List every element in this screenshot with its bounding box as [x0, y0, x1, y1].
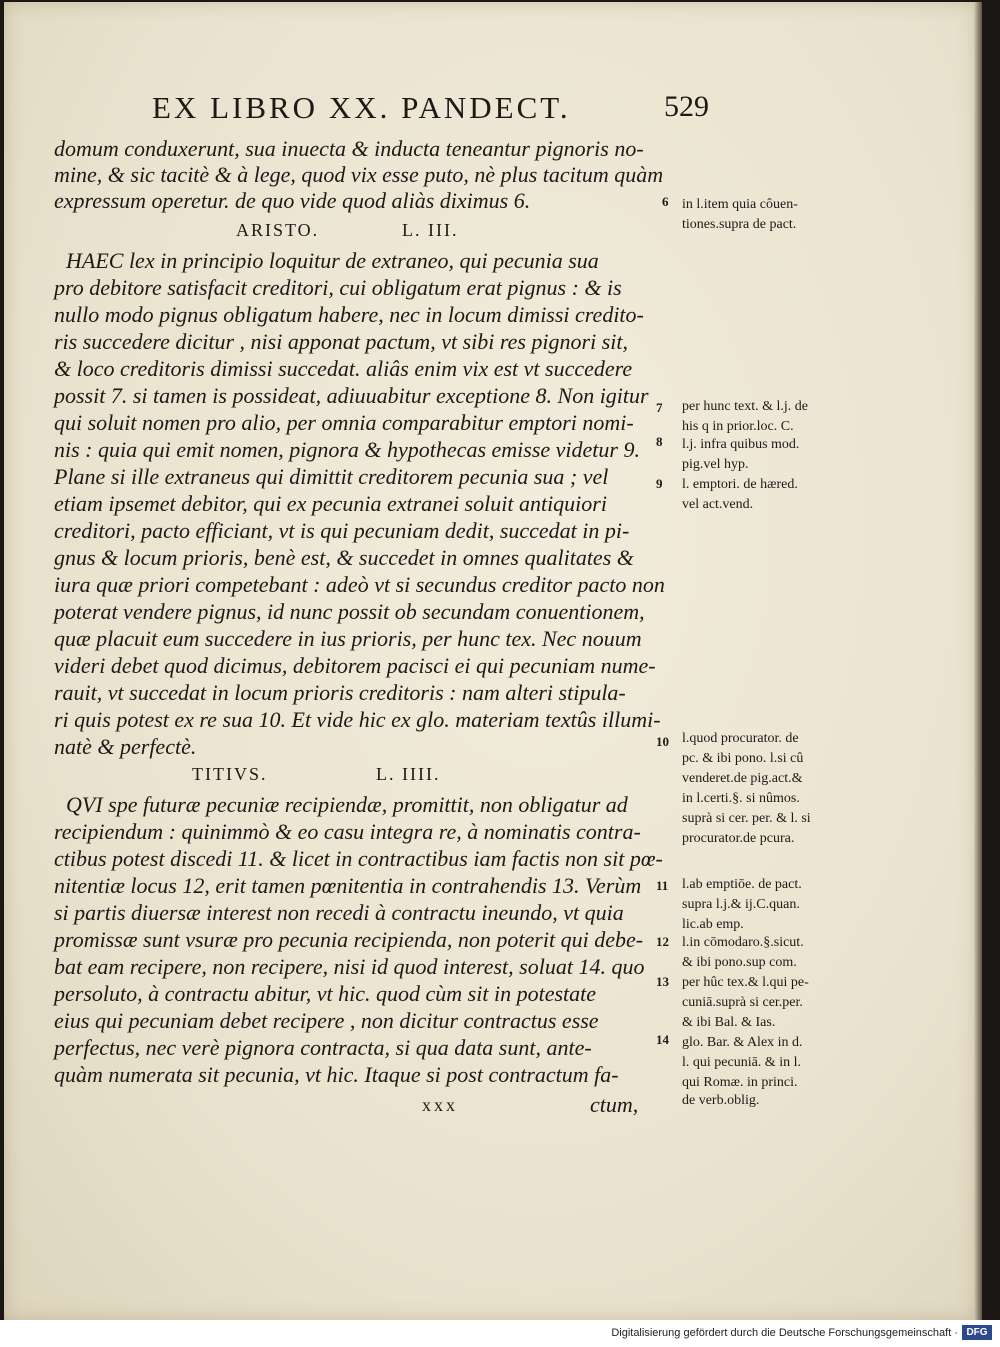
marginal-note: l.ab emptiōe. de pact.	[682, 877, 802, 892]
note-marker: 12	[656, 934, 669, 949]
text-line: etiam ipsemet debitor, qui ex pecunia extranei soluit antiquiori	[54, 491, 607, 516]
section-heading-name: ARISTO.	[236, 220, 320, 240]
text-line: & loco creditoris dimissi succedat. aliâs enim vix est vt succedere	[54, 356, 633, 381]
text-line: quàm numerata sit pecunia, vt hic. Itaque si post contractum fa-	[54, 1062, 619, 1087]
marginal-note: his q in prior.loc. C.	[682, 419, 794, 434]
text-line: qui soluit nomen pro alio, per omnia comparabitur emptori nomi-	[54, 410, 634, 435]
marginal-note: pc. & ibi pono. l.si cû	[682, 751, 804, 766]
marginal-note: suprà si cer. per. & l. si	[682, 811, 811, 826]
section-heading-law: L. IIII.	[376, 764, 441, 784]
marginal-note: lic.ab emp.	[682, 917, 744, 932]
note-marker: 9	[656, 476, 663, 491]
running-head: EX LIBRO XX. PANDECT.	[152, 90, 571, 125]
text-line: videri debet quod dicimus, debitorem pacisci ei qui pecuniam nume-	[54, 653, 656, 678]
note-marker: 10	[656, 734, 669, 749]
page-number: 529	[664, 90, 709, 123]
text-line: eius qui pecuniam debet recipere , non dicitur contractus esse	[54, 1008, 599, 1033]
note-marker: 13	[656, 974, 669, 989]
text-line: si partis diuersæ interest non recedi à contractu ineundo, vt quia	[54, 900, 624, 925]
marginal-note: l. emptori. de hæred.	[682, 477, 798, 492]
text-line: natè & perfectè.	[54, 734, 197, 759]
text-line: nis : quia qui emit nomen, pignora & hypothecas emisse videtur 9.	[54, 437, 640, 462]
text-line: mine, & sic tacitè & à lege, quod vix esse puto, nè plus tacitum quàm	[54, 162, 664, 187]
text-line: pro debitore satisfacit creditori, cui obligatum erat pignus : & is	[54, 275, 622, 300]
text-line: persoluto, à contractu abitur, vt hic. quod cùm sit in potestate	[54, 981, 597, 1006]
text-line: nitentiæ locus 12, erit tamen pœnitentia in contrahendis 13. Verùm	[54, 873, 642, 898]
text-line: perfectus, nec verè pignora contracta, si qua data sunt, ante-	[54, 1035, 592, 1060]
text-line: domum conduxerunt, sua inuecta & inducta teneantur pignoris no-	[54, 136, 644, 161]
text-line: gnus & locum prioris, benè est, & succedet in omnes qualitates &	[54, 545, 634, 570]
marginal-note: & ibi Bal. & Ias.	[682, 1015, 776, 1030]
marginal-note: l.j. infra quibus mod.	[682, 437, 800, 452]
note-marker: 7	[656, 400, 663, 415]
text-line: ri quis potest ex re sua 10. Et vide hic ex glo. materiam textûs illumi-	[54, 707, 661, 732]
footer-bar	[0, 1320, 1000, 1347]
marginal-note: vel act.vend.	[682, 497, 754, 512]
marginal-note: in l.certi.§. si nûmos.	[682, 791, 800, 806]
text-line: rauit, vt succedat in locum prioris creditoris : nam alteri stipula-	[54, 680, 626, 705]
marginal-note: l.in cōmodaro.§.sicut.	[682, 935, 804, 950]
text-line: HAEC lex in principio loquitur de extraneo, qui pecunia sua	[66, 248, 599, 273]
section-heading-law: L. III.	[402, 220, 459, 240]
marginal-note: qui Romæ. in princi.	[682, 1075, 798, 1090]
text-line: iura quæ priori competebant : adeò vt si secundus creditor pacto non	[54, 572, 665, 597]
footer-credit: Digitalisierung gefördert durch die Deutsche Forschungsgemeinschaft ·	[611, 1327, 958, 1339]
text-line: ris succedere dicitur , nisi apponat pactum, vt sibi res pignori sit,	[54, 329, 628, 354]
text-line: recipiendum : quinimmò & eo casu integra re, à nominatis contra-	[54, 819, 641, 844]
text-line: quæ placuit eum succedere in ius prioris, per hunc tex. Nec nouum	[54, 626, 642, 651]
text-line: creditori, pacto efficiant, vt is qui pecuniam dedit, succedat in pi-	[54, 518, 630, 543]
page-right-edge	[974, 2, 982, 1320]
text-line: poterat vendere pignus, id nunc possit ob secundam conuentionem,	[54, 599, 645, 624]
marginal-note: cuniā.suprà si cer.per.	[682, 995, 803, 1010]
text-line: expressum operetur. de quo vide quod aliàs diximus 6.	[54, 188, 531, 213]
marginal-note: de verb.oblig.	[682, 1093, 760, 1108]
note-marker: 8	[656, 434, 663, 449]
section-heading-name: TITIVS.	[192, 764, 268, 784]
text-line: possit 7. si tamen is possideat, adiuuabitur exceptione 8. Non igitur	[54, 383, 649, 408]
text-line: nullo modo pignus obligatum habere, nec in locum dimissi credito-	[54, 302, 644, 327]
marginal-note: l. qui pecuniā. & in l.	[682, 1055, 801, 1070]
text-line: ctibus potest discedi 11. & licet in contractibus iam factis non sit pœ-	[54, 846, 663, 871]
marginal-note: in l.item quia côuen-	[682, 197, 798, 212]
text-line: bat eam recipere, non recipere, nisi id quod interest, soluat 14. quo	[54, 954, 645, 979]
marginal-note: procurator.de pcura.	[682, 831, 795, 846]
note-marker: 14	[656, 1032, 669, 1047]
marginal-note: per hûc tex.& l.qui pe-	[682, 975, 809, 990]
catchword: ctum,	[590, 1092, 639, 1117]
marginal-note: & ibi pono.sup com.	[682, 955, 797, 970]
marginal-note: glo. Bar. & Alex in d.	[682, 1035, 803, 1050]
book-page	[4, 2, 976, 1320]
dfg-logo: DFG	[962, 1325, 992, 1340]
marginal-note: l.quod procurator. de	[682, 731, 799, 746]
text-line: QVI spe futuræ pecuniæ recipiendæ, promittit, non obligatur ad	[66, 792, 628, 817]
text-line: promissæ sunt vsuræ pro pecunia recipienda, non poterit qui debe-	[54, 927, 644, 952]
marginal-note: per hunc text. & l.j. de	[682, 399, 808, 414]
note-marker: 11	[656, 878, 669, 893]
text-line: Plane si ille extraneus qui dimittit creditorem pecunia sua ; vel	[54, 464, 609, 489]
marginal-note: supra l.j.& ij.C.quan.	[682, 897, 800, 912]
note-marker: 6	[662, 194, 669, 209]
marginal-note: tiones.supra de pact.	[682, 217, 797, 232]
marginal-note: venderet.de pig.act.&	[682, 771, 803, 786]
marginal-note: pig.vel hyp.	[682, 457, 749, 472]
catchword-signature: xxx	[422, 1095, 458, 1115]
